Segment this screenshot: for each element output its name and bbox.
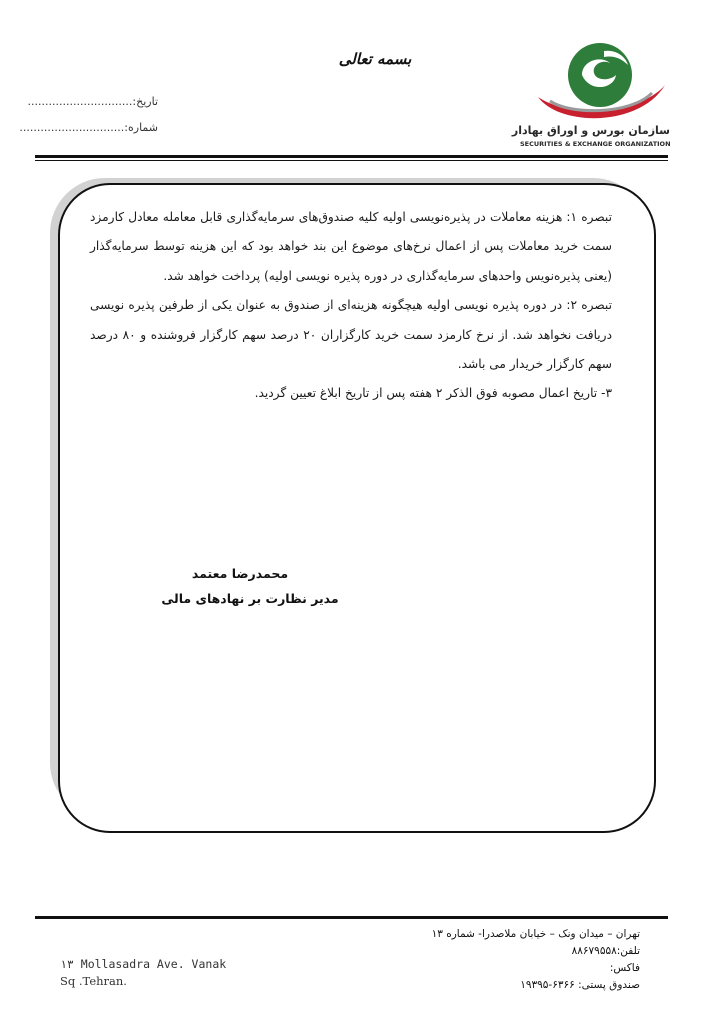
logo-emblem-icon (530, 35, 670, 125)
footer-divider (35, 916, 668, 919)
number-label: شماره: (124, 121, 158, 134)
footer-address-en-line1: ۱۳ Mollasadra Ave. Vanak (60, 957, 227, 971)
footer-contact-en (60, 956, 320, 990)
footer-contact-fa (400, 926, 640, 994)
header-divider (35, 155, 668, 158)
footer-fax: فاکس: (609, 962, 640, 974)
header-divider-thin (35, 160, 668, 161)
signatory-name: محمدرضا معتمد (191, 566, 289, 581)
date-label: تاریخ: (132, 95, 158, 108)
item-3-paragraph: ۳- تاریخ اعمال مصوبه فوق الذکر ۲ هفته پس از تاریخ ابلاغ تعیین گردید. (254, 386, 612, 401)
number-dots: .............................. (19, 121, 125, 134)
footer-po-box: صندوق پستی: ۶۳۶۶-۱۹۳۹۵ (520, 979, 640, 991)
footer-phone: تلفن:۸۸۶۷۹۵۵۸ (571, 945, 640, 957)
number-field (19, 121, 158, 134)
note-1-paragraph: تبصره ۱: هزینه معاملات در پذیره‌نویسی اولیه کلیه صندوق‌های سرمایه‌گذاری قابل معامله معادل کارمزد سمت خرید معاملات پس از اعمال نرخ‌های موضوع این بند خواهد بود که این هزینه توسط سرمایه‌گذار (یعنی پذیره‌نویس واحدهای سرمایه‌گذاری در دوره پذیره نویسی اولیه) پرداخت خواهد شد. (90, 210, 612, 283)
note-2-paragraph: تبصره ۲: در دوره پذیره نویسی اولیه هیچگونه هزینه‌ای از صندوق به عنوان یکی از طرفین پذیره نویسی دریافت نخواهد شد. از نرخ کارمزد سمت خرید کارگزاران ۲۰ درصد سهم کارگزار فروشنده و ۸۰ درصد سهم کارگزار خریدار می باشد. (90, 298, 613, 372)
footer-address-en-line2: Sq .Tehran. (60, 974, 127, 988)
letter-body (90, 203, 612, 409)
organization-name-fa: سازمان بورس و اوراق بهادار (511, 124, 670, 137)
organization-logo (511, 35, 680, 155)
date-field (27, 95, 158, 108)
footer-address-fa: تهران – میدان ونک – خیابان ملاصدرا- شماره ۱۳ (431, 928, 640, 940)
date-dots: .............................. (27, 95, 133, 108)
signatory-title: مدیر نظارت بر نهادهای مالی (161, 591, 339, 606)
organization-name-en: SECURITIES & EXCHANGE ORGANIZATION (520, 140, 671, 148)
bismillah-heading: بسمه تعالی (338, 50, 412, 68)
